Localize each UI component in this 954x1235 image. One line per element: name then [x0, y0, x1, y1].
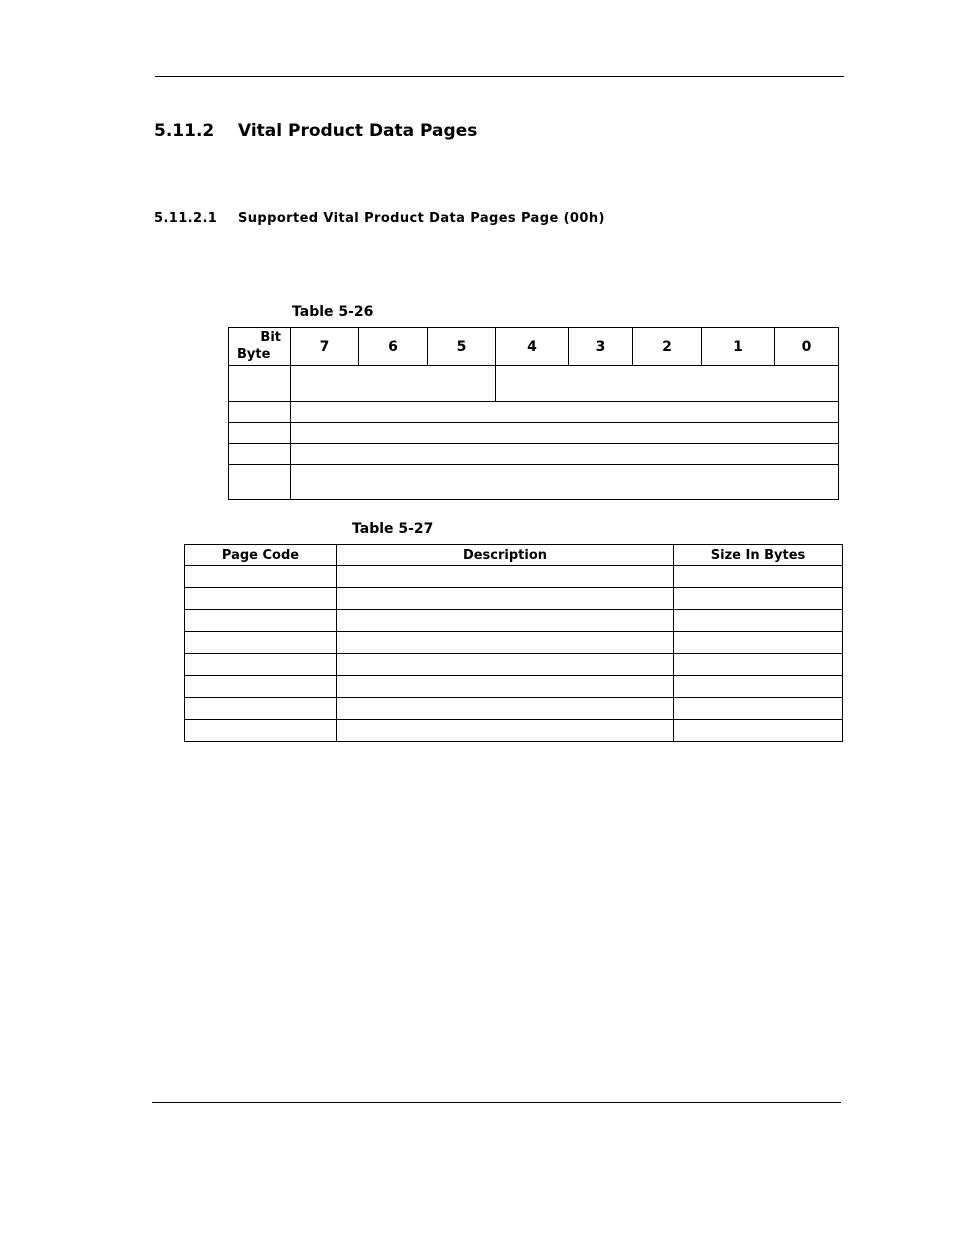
byte-row	[229, 465, 839, 500]
bit-4: 4	[496, 328, 569, 366]
byte-row	[229, 423, 839, 444]
header-rule	[155, 76, 844, 77]
page-code-cell	[185, 654, 337, 676]
table-row	[185, 720, 843, 742]
bit-byte-corner	[229, 328, 291, 366]
table-row	[185, 610, 843, 632]
description-cell	[337, 720, 674, 742]
table-row	[185, 698, 843, 720]
table-row	[185, 588, 843, 610]
subsection-title: Supported Vital Product Data Pages Page (00h)	[238, 211, 605, 226]
field-cell	[496, 366, 839, 402]
table-header-row	[185, 545, 843, 566]
byte-row	[229, 366, 839, 402]
description-cell	[337, 610, 674, 632]
table-26-caption: Table 5-26	[292, 304, 374, 320]
section-number: 5.11.2	[154, 121, 215, 141]
description-cell	[337, 632, 674, 654]
size-cell	[674, 566, 843, 588]
bit-6: 6	[359, 328, 428, 366]
size-cell	[674, 588, 843, 610]
size-cell	[674, 654, 843, 676]
byte-row	[229, 402, 839, 423]
field-cell	[291, 444, 839, 465]
column-header-page-code: Page Code	[185, 545, 337, 566]
field-cell	[291, 366, 496, 402]
size-cell	[674, 698, 843, 720]
bit-byte-table	[228, 327, 839, 500]
field-cell	[291, 423, 839, 444]
size-cell	[674, 610, 843, 632]
table-row	[185, 566, 843, 588]
page-code-cell	[185, 698, 337, 720]
table-row	[185, 676, 843, 698]
byte-cell	[229, 423, 291, 444]
bit-1: 1	[702, 328, 775, 366]
page-code-cell	[185, 632, 337, 654]
byte-cell	[229, 402, 291, 423]
bit-3: 3	[569, 328, 633, 366]
page-code-table	[184, 544, 843, 742]
bit-0: 0	[775, 328, 839, 366]
section-title: Vital Product Data Pages	[238, 121, 478, 141]
page-code-cell	[185, 566, 337, 588]
description-cell	[337, 566, 674, 588]
page-code-cell	[185, 610, 337, 632]
page-code-cell	[185, 676, 337, 698]
byte-cell	[229, 465, 291, 500]
table-27-caption: Table 5-27	[352, 521, 434, 537]
bit-7: 7	[291, 328, 359, 366]
table-row	[185, 632, 843, 654]
subsection-number: 5.11.2.1	[154, 211, 218, 226]
field-cell	[291, 465, 839, 500]
field-cell	[291, 402, 839, 423]
bit-5: 5	[428, 328, 496, 366]
description-cell	[337, 698, 674, 720]
table-row	[185, 654, 843, 676]
size-cell	[674, 720, 843, 742]
size-cell	[674, 676, 843, 698]
page-code-cell	[185, 720, 337, 742]
byte-cell	[229, 444, 291, 465]
byte-cell	[229, 366, 291, 402]
column-header-size-in-bytes: Size In Bytes	[674, 545, 843, 566]
description-cell	[337, 654, 674, 676]
footer-rule	[152, 1102, 841, 1103]
bit-header-row	[229, 328, 839, 366]
description-cell	[337, 588, 674, 610]
bit-2: 2	[633, 328, 702, 366]
section-heading	[154, 121, 477, 141]
byte-row	[229, 444, 839, 465]
subsection-heading	[154, 211, 605, 226]
byte-label: Byte	[237, 347, 271, 362]
bit-label: Bit	[260, 330, 281, 345]
size-cell	[674, 632, 843, 654]
page-code-cell	[185, 588, 337, 610]
column-header-description: Description	[337, 545, 674, 566]
description-cell	[337, 676, 674, 698]
